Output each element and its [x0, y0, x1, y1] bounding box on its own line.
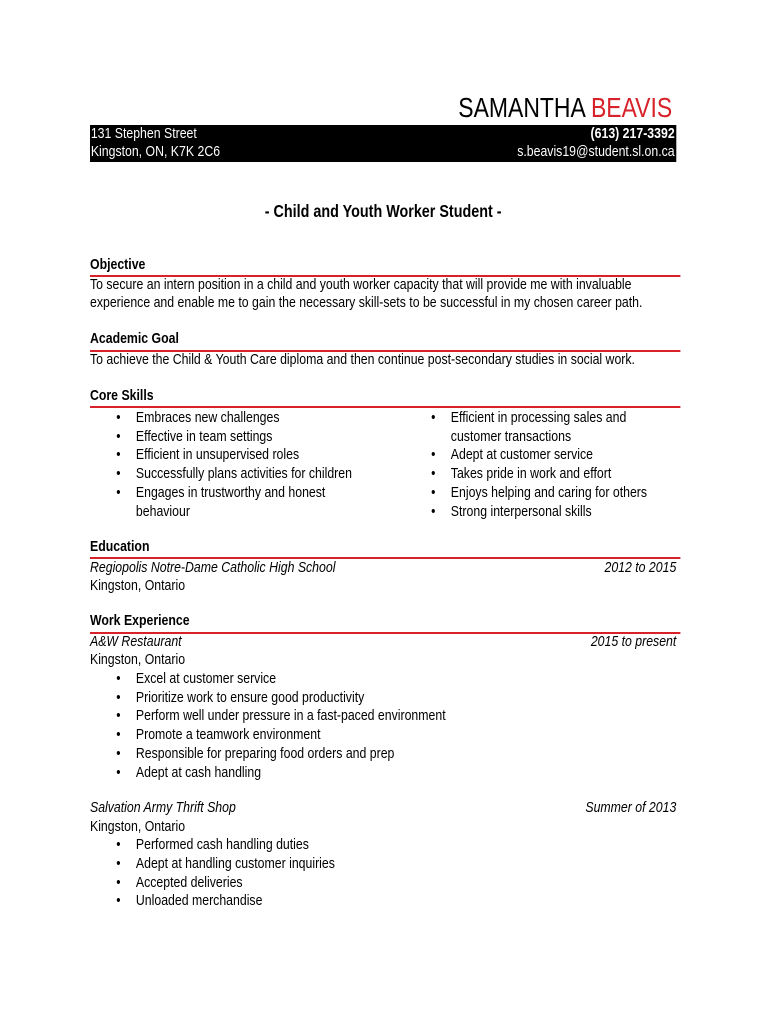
- academic-goal-heading: Academic Goal: [90, 330, 179, 347]
- employer-name: A&W Restaurant: [90, 633, 182, 650]
- job-location: Kingston, Ontario: [90, 818, 186, 835]
- job-entry: [90, 799, 676, 817]
- phone-number: (613) 217-3392: [590, 125, 675, 142]
- objective-text: To secure an intern position in a child and youth worker capacity that will provide me with invaluable experience and enable me to gain the necessary skill-sets to be successful in my chosen career path.: [90, 276, 643, 311]
- job-duties-list: [136, 836, 628, 911]
- list-item: • Engages in trustworthy and honest behaviour: [136, 484, 368, 521]
- list-item: • Prioritize work to ensure good productivity: [136, 689, 628, 708]
- list-item: • Enjoys helping and caring for others: [451, 484, 664, 503]
- objective-heading: Objective: [90, 256, 146, 273]
- list-item: • Responsible for preparing food orders and prep: [136, 745, 628, 764]
- education-entry: [90, 559, 676, 577]
- education-heading: Education: [90, 538, 150, 555]
- core-skills-right-list: [451, 409, 664, 521]
- school-name: Regiopolis Notre-Dame Catholic High School: [90, 559, 336, 576]
- list-item: • Perform well under pressure in a fast-paced environment: [136, 707, 628, 726]
- list-item: • Adept at customer service: [451, 446, 664, 465]
- candidate-name: [458, 94, 672, 122]
- list-item: • Embraces new challenges: [136, 409, 368, 428]
- list-item: • Excel at customer service: [136, 670, 628, 689]
- email-address: s.beavis19@student.sl.on.ca: [517, 143, 675, 160]
- list-item: • Strong interpersonal skills: [451, 503, 664, 522]
- first-name: SAMANTHA: [458, 92, 585, 123]
- list-item: • Effective in team settings: [136, 428, 368, 447]
- address-line-1: 131 Stephen Street: [90, 125, 197, 142]
- work-experience-heading: Work Experience: [90, 612, 190, 629]
- resume-title: - Child and Youth Worker Student -: [264, 201, 502, 221]
- education-dates: 2012 to 2015: [604, 559, 677, 576]
- list-item: • Promote a teamwork environment: [136, 726, 628, 745]
- school-location: Kingston, Ontario: [90, 577, 186, 594]
- job-duties-list: [136, 670, 628, 782]
- core-skills-heading: Core Skills: [90, 387, 154, 404]
- resume-content: [90, 0, 676, 1024]
- list-item: • Efficient in unsupervised roles: [136, 446, 368, 465]
- list-item: • Performed cash handling duties: [136, 836, 628, 855]
- core-skills-left-list: [136, 409, 368, 521]
- job-location: Kingston, Ontario: [90, 651, 186, 668]
- academic-goal-text: To achieve the Child & Youth Care diploma and then continue post-secondary studies in social work.: [90, 351, 635, 368]
- job-entry: [90, 633, 676, 651]
- last-name: BEAVIS: [590, 92, 673, 123]
- list-item: • Efficient in processing sales and customer transactions: [451, 409, 664, 446]
- address-line-2: Kingston, ON, K7K 2C6: [90, 143, 221, 160]
- list-item: • Accepted deliveries: [136, 874, 628, 893]
- list-item: • Adept at handling customer inquiries: [136, 855, 628, 874]
- job-dates: 2015 to present: [590, 633, 677, 650]
- list-item: • Successfully plans activities for children: [136, 465, 368, 484]
- core-skills-rule: [90, 406, 680, 408]
- employer-name: Salvation Army Thrift Shop: [90, 799, 236, 816]
- list-item: • Unloaded merchandise: [136, 892, 628, 911]
- list-item: • Takes pride in work and effort: [451, 465, 664, 484]
- contact-bar: [90, 125, 676, 162]
- list-item: • Adept at cash handling: [136, 764, 628, 783]
- job-dates: Summer of 2013: [585, 799, 677, 816]
